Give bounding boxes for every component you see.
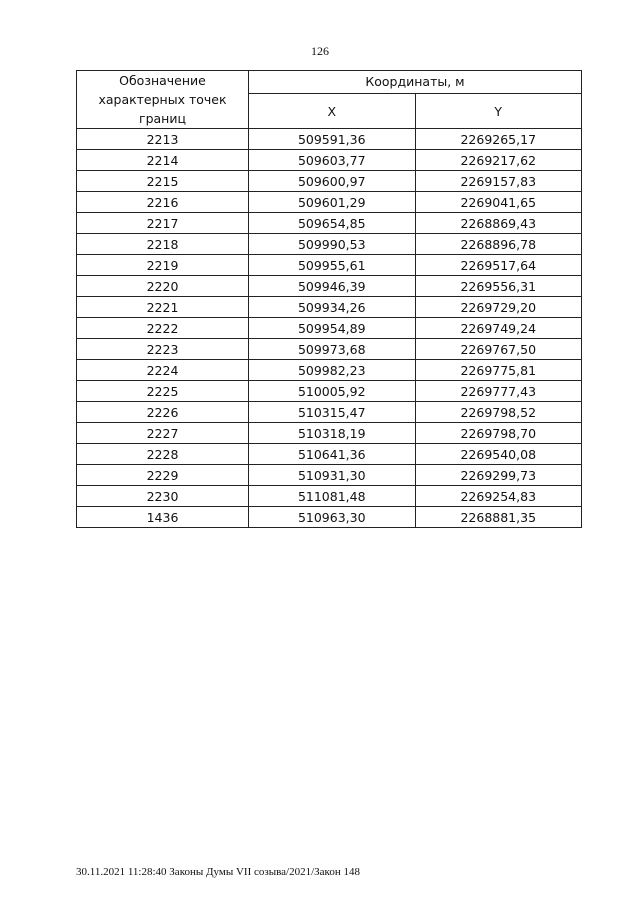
cell-y: 2269767,50 (415, 339, 582, 360)
cell-point-id: 2218 (77, 234, 249, 255)
cell-point-id: 2230 (77, 486, 249, 507)
cell-x: 509591,36 (249, 129, 416, 150)
table-row (77, 444, 582, 465)
header-y: Y (415, 94, 582, 129)
cell-point-id: 2220 (77, 276, 249, 297)
cell-point-id: 2226 (77, 402, 249, 423)
table-row (77, 360, 582, 381)
cell-x: 509955,61 (249, 255, 416, 276)
cell-y: 2269217,62 (415, 150, 582, 171)
cell-x: 509946,39 (249, 276, 416, 297)
page-number: 126 (311, 44, 329, 58)
cell-point-id: 2227 (77, 423, 249, 444)
cell-x: 509601,29 (249, 192, 416, 213)
table-row (77, 213, 582, 234)
table-row (77, 465, 582, 486)
cell-point-id: 2215 (77, 171, 249, 192)
header-point-designation: Обозначение характерных точек границ (77, 71, 249, 129)
cell-x: 510005,92 (249, 381, 416, 402)
cell-point-id: 2216 (77, 192, 249, 213)
cell-point-id: 2223 (77, 339, 249, 360)
cell-x: 509973,68 (249, 339, 416, 360)
header-row-top (77, 71, 582, 94)
cell-x: 509934,26 (249, 297, 416, 318)
cell-x: 509600,97 (249, 171, 416, 192)
cell-x: 510318,19 (249, 423, 416, 444)
cell-y: 2269041,65 (415, 192, 582, 213)
table-row (77, 192, 582, 213)
cell-x: 510641,36 (249, 444, 416, 465)
cell-y: 2269749,24 (415, 318, 582, 339)
cell-point-id: 2225 (77, 381, 249, 402)
table-row (77, 234, 582, 255)
cell-y: 2269540,08 (415, 444, 582, 465)
cell-y: 2269729,20 (415, 297, 582, 318)
cell-point-id: 2228 (77, 444, 249, 465)
table-row (77, 339, 582, 360)
cell-y: 2269265,17 (415, 129, 582, 150)
cell-point-id: 2213 (77, 129, 249, 150)
cell-x: 510931,30 (249, 465, 416, 486)
cell-x: 511081,48 (249, 486, 416, 507)
table-row (77, 129, 582, 150)
cell-x: 510963,30 (249, 507, 416, 528)
cell-point-id: 2219 (77, 255, 249, 276)
cell-y: 2269556,31 (415, 276, 582, 297)
table-row (77, 507, 582, 528)
cell-y: 2269157,83 (415, 171, 582, 192)
table-row (77, 318, 582, 339)
cell-point-id: 2214 (77, 150, 249, 171)
table-row (77, 255, 582, 276)
header-x: X (249, 94, 416, 129)
cell-point-id: 1436 (77, 507, 249, 528)
table-row (77, 381, 582, 402)
cell-x: 509982,23 (249, 360, 416, 381)
cell-y: 2269798,70 (415, 423, 582, 444)
cell-point-id: 2229 (77, 465, 249, 486)
cell-y: 2268881,35 (415, 507, 582, 528)
cell-x: 509990,53 (249, 234, 416, 255)
table-row (77, 276, 582, 297)
cell-x: 509954,89 (249, 318, 416, 339)
cell-y: 2269775,81 (415, 360, 582, 381)
table-row (77, 297, 582, 318)
table-row (77, 486, 582, 507)
table-row (77, 150, 582, 171)
cell-point-id: 2221 (77, 297, 249, 318)
footer-registration-stamp: 30.11.2021 11:28:40 Законы Думы VII созыва/2021/Закон 148 (76, 866, 360, 878)
cell-y: 2268869,43 (415, 213, 582, 234)
cell-point-id: 2224 (77, 360, 249, 381)
table-row (77, 171, 582, 192)
cell-x: 509603,77 (249, 150, 416, 171)
cell-point-id: 2222 (77, 318, 249, 339)
cell-x: 510315,47 (249, 402, 416, 423)
coordinates-table (76, 70, 582, 528)
table-row (77, 402, 582, 423)
cell-y: 2269517,64 (415, 255, 582, 276)
table-row (77, 423, 582, 444)
cell-y: 2269299,73 (415, 465, 582, 486)
cell-y: 2269254,83 (415, 486, 582, 507)
cell-y: 2269777,43 (415, 381, 582, 402)
table-body (77, 129, 582, 528)
cell-x: 509654,85 (249, 213, 416, 234)
cell-y: 2269798,52 (415, 402, 582, 423)
cell-y: 2268896,78 (415, 234, 582, 255)
cell-point-id: 2217 (77, 213, 249, 234)
header-coordinates: Координаты, м (249, 71, 582, 94)
table-header (77, 71, 582, 129)
